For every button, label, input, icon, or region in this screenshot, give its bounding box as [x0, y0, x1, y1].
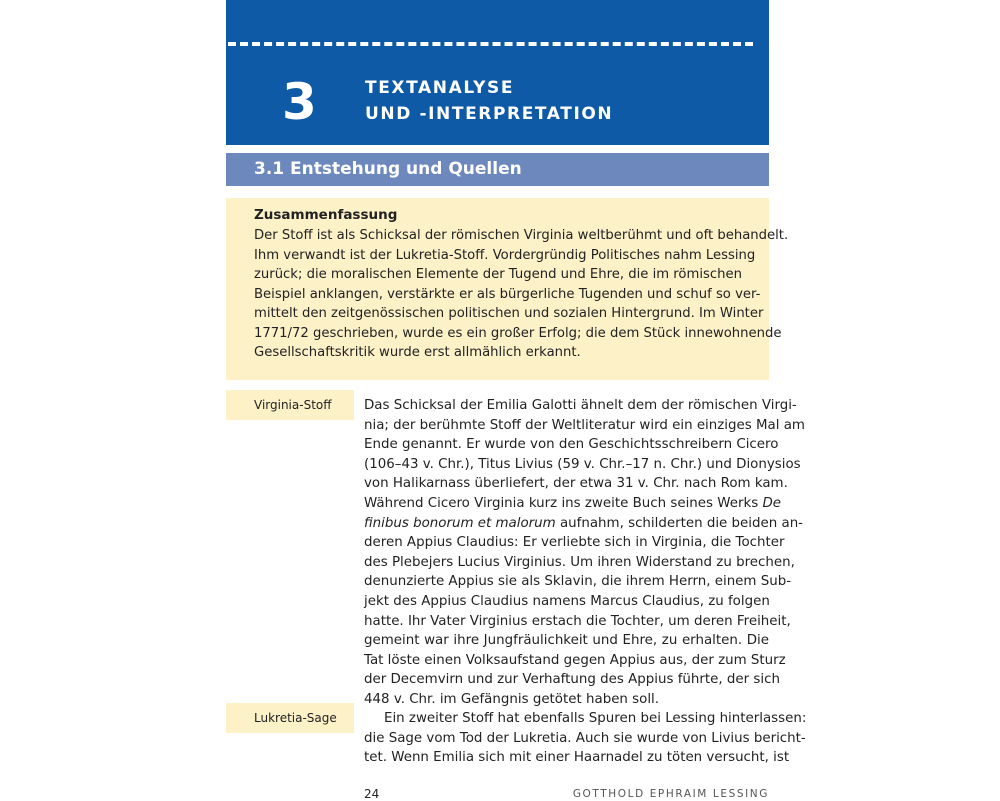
work-title-italic: finibus bonorum et malorum [364, 515, 556, 531]
chapter-number: 3 [282, 73, 317, 131]
summary-line: Der Stoff ist als Schicksal der römischen Virginia weltberühmt und oft behandelt. [254, 228, 789, 243]
work-title-italic: De [762, 495, 782, 511]
body-line-with-italic-title-start [364, 494, 782, 514]
body-line: 448 v. Chr. im Gefängnis getötet haben soll. [364, 691, 660, 707]
body-line: hatte. Ihr Vater Virginius erstach die Tochter, um deren Freiheit, [364, 613, 791, 629]
body-line: von Halikarnass überliefert, der etwa 31 v. Chr. nach Rom kam. [364, 476, 788, 492]
chapter-dashed-rule [228, 42, 753, 46]
summary-line: mittelt den zeitgenössischen politischen und sozialen Hintergrund. Im Winter [254, 306, 764, 321]
section-heading: 3.1 Entstehung und Quellen [226, 153, 769, 186]
body-line-text: aufnahm, schilderten die beiden an- [555, 515, 804, 531]
page-number: 24 [364, 787, 380, 801]
body-line: tet. Wenn Emilia sich mit einer Haarnadel zu töten versucht, ist [364, 750, 790, 766]
summary-line: Beispiel anklangen, verstärkte er als bürgerliche Tugenden und schuf so ver- [254, 286, 761, 302]
body-paragraph-2 [364, 709, 807, 768]
body-line-text: Während Cicero Virginia kurz ins zweite Buch seines Werks [364, 495, 759, 511]
body-paragraph-1 [364, 396, 805, 710]
body-line: Das Schicksal der Emilia Galotti ähnelt dem der römischen Virgi- [364, 398, 797, 413]
summary-line: Ihm verwandt ist der Lukretia-Stoff. Vordergründig Politisches nahm Lessing [254, 247, 756, 263]
chapter-title-line-2: UND -INTERPRETATION [365, 104, 614, 124]
summary-line: zurück; die moralischen Elemente der Tugend und Ehre, die im römischen [254, 267, 742, 282]
running-footer-title: GOTTHOLD EPHRAIM LESSING [572, 788, 769, 800]
body-line-with-italic-title [364, 514, 804, 534]
body-line: der Decemvirn und zur Verhaftung des Appius führte, der sich [364, 672, 780, 688]
summary-line: 1771/72 geschrieben, wurde es ein großer Erfolg; die dem Stück innewohnende [254, 325, 782, 341]
summary-text [254, 226, 789, 363]
summary-box [226, 198, 789, 380]
chapter-title-line-1: TEXTANALYSE [365, 78, 515, 98]
summary-heading: Zusammenfassung [254, 207, 398, 223]
margin-note-virginia: Virginia-Stoff [226, 390, 354, 420]
body-line: die Sage vom Tod der Lukretia. Auch sie wurde von Livius bericht- [364, 730, 806, 746]
body-line: Tat löste einen Volksaufstand gegen Appius aus, der zum Sturz [364, 652, 786, 668]
margin-note-lukretia: Lukretia-Sage [226, 703, 354, 733]
body-line: nia; der berühmte Stoff der Weltliteratur wird ein einziges Mal am [364, 417, 805, 433]
body-line: Ende genannt. Er wurde von den Geschichtsschreibern Cicero [364, 437, 779, 453]
summary-line: Gesellschaftskritik wurde erst allmählich erkannt. [254, 345, 581, 360]
body-line: gemeint war ihre Jungfräulichkeit und Ehre, zu erhalten. Die [364, 633, 769, 649]
body-line: denunzierte Appius sie als Sklavin, die ihrem Herrn, einem Sub- [364, 574, 792, 590]
chapter-title [365, 75, 613, 127]
body-line: deren Appius Claudius: Er verliebte sich in Virginia, die Tochter [364, 535, 785, 551]
body-line: (106–43 v. Chr.), Titus Livius (59 v. Chr.–17 n. Chr.) und Dionysios [364, 456, 801, 472]
body-line: des Plebejers Lucius Virginius. Um ihren Widerstand zu brechen, [364, 554, 795, 570]
body-line: Ein zweiter Stoff hat ebenfalls Spuren bei Lessing hinterlassen: [384, 711, 807, 726]
body-line: jekt des Appius Claudius namens Marcus Claudius, zu folgen [364, 593, 770, 609]
